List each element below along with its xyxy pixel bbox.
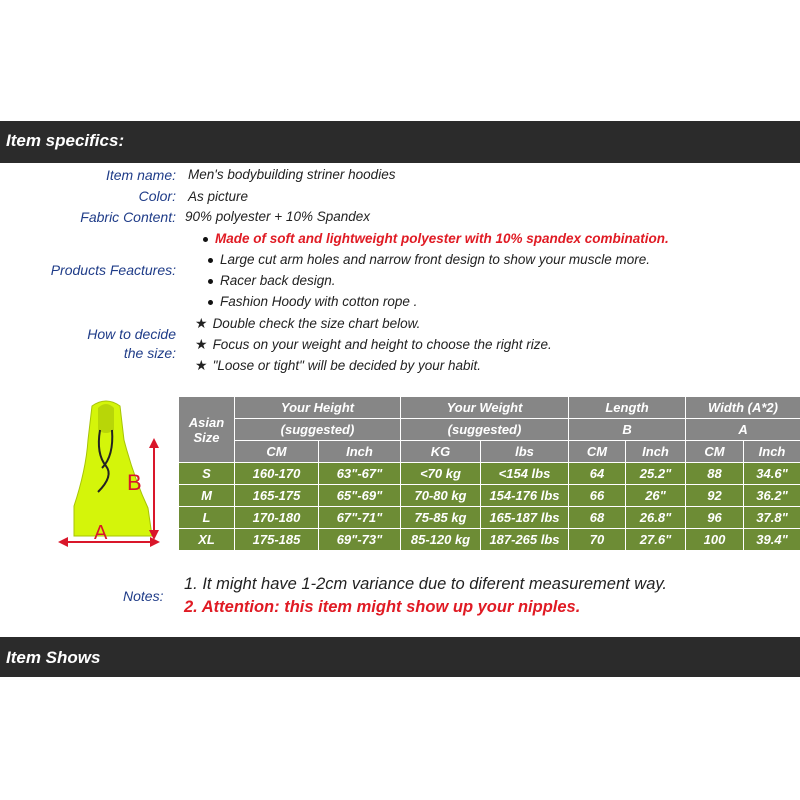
table-cell: 70 [569,529,626,551]
length-subheader: B [569,419,686,441]
unit-cell: KG [401,441,481,463]
weight-subheader: (suggested) [401,419,569,441]
feature-item: Fashion Hoody with cotton rope . [208,294,417,309]
table-cell: 92 [686,485,744,507]
hoodie-vest-illustration [48,396,173,556]
bullet-icon [208,258,213,263]
table-cell: 37.8" [744,507,800,529]
table-cell: 175-185 [235,529,319,551]
decide-item: ★ Focus on your weight and height to choose the right rize. [195,336,552,352]
table-cell: 64 [569,463,626,485]
star-icon: ★ [195,315,208,331]
star-icon: ★ [195,357,208,373]
table-cell: 26" [626,485,686,507]
notes-label: Notes: [123,588,164,604]
table-cell: 88 [686,463,744,485]
table-cell: 27.6" [626,529,686,551]
color-value: As picture [188,189,249,204]
table-cell: 154-176 lbs [481,485,569,507]
section-header-item-specifics [0,121,800,163]
table-cell: 25.2" [626,463,686,485]
width-header: Width (A*2) [686,397,800,419]
table-cell: 69"-73" [319,529,401,551]
table-cell: 34.6" [744,463,800,485]
size-chart-table [178,396,800,551]
size-cell: L [179,507,235,529]
note-line-1: 1. It might have 1-2cm variance due to diferent measurement way. [184,575,668,593]
unit-cell: Inch [744,441,800,463]
dimension-label-a: A [94,522,108,544]
table-cell: 75-85 kg [401,507,481,529]
size-cell: S [179,463,235,485]
section-title: Item specifics: [6,131,125,150]
item-name-value: Men's bodybuilding striner hoodies [188,167,396,182]
table-header-row [179,397,800,419]
table-row [179,507,800,529]
unit-cell: lbs [481,441,569,463]
decide-item: ★ Double check the size chart below. [195,315,421,331]
table-cell: 187-265 lbs [481,529,569,551]
table-cell: 170-180 [235,507,319,529]
bullet-icon [208,279,213,284]
table-cell: 26.8" [626,507,686,529]
table-cell: 70-80 kg [401,485,481,507]
table-cell: 36.2" [744,485,800,507]
height-subheader: (suggested) [235,419,401,441]
feature-item: Large cut arm holes and narrow front design to show your muscle more. [208,252,650,267]
table-cell: 160-170 [235,463,319,485]
item-name-label: Item name: [105,167,176,183]
table-cell: 68 [569,507,626,529]
asian-size-header: Asian Size [179,397,235,463]
unit-cell: CM [686,441,744,463]
table-cell: 165-187 lbs [481,507,569,529]
unit-cell: Inch [319,441,401,463]
table-row [179,463,800,485]
table-cell: 39.4" [744,529,800,551]
star-icon: ★ [195,336,208,352]
fabric-label: Fabric Content: [80,209,176,225]
bullet-icon [208,300,213,305]
height-header: Your Height [235,397,401,419]
table-cell: 96 [686,507,744,529]
feature-item: Racer back design. [208,273,336,288]
dimension-label-b: B [127,470,142,495]
note-line-2: 2. Attention: this item might show up your nipples. [184,598,581,616]
size-cell: M [179,485,235,507]
table-cell: <70 kg [401,463,481,485]
table-cell: <154 lbs [481,463,569,485]
length-header: Length [569,397,686,419]
table-cell: 85-120 kg [401,529,481,551]
unit-cell: CM [569,441,626,463]
table-row [179,485,800,507]
decide-item: ★ "Loose or tight" will be decided by your habit. [195,357,482,373]
bullet-icon [203,237,208,242]
table-cell: 100 [686,529,744,551]
table-cell: 65"-69" [319,485,401,507]
hoodie-diagram [48,396,173,556]
unit-cell: Inch [626,441,686,463]
decide-label-line1: How to decide [87,326,176,342]
section-title: Item Shows [6,648,101,667]
color-label: Color: [138,188,176,204]
weight-header: Your Weight [401,397,569,419]
size-cell: XL [179,529,235,551]
decide-label-line2: the size: [123,345,176,361]
fabric-value: 90% polyester + 10% Spandex [185,209,370,224]
table-unit-row [179,441,800,463]
table-cell: 67"-71" [319,507,401,529]
table-cell: 63"-67" [319,463,401,485]
features-label: Products Feactures: [50,262,176,278]
table-cell: 66 [569,485,626,507]
width-subheader: A [686,419,800,441]
section-header-item-shows [0,637,800,677]
table-cell: 165-175 [235,485,319,507]
feature-item: Made of soft and lightweight polyester with 10% spandex combination. [203,231,669,246]
table-header-row [179,419,800,441]
table-row [179,529,800,551]
unit-cell: CM [235,441,319,463]
